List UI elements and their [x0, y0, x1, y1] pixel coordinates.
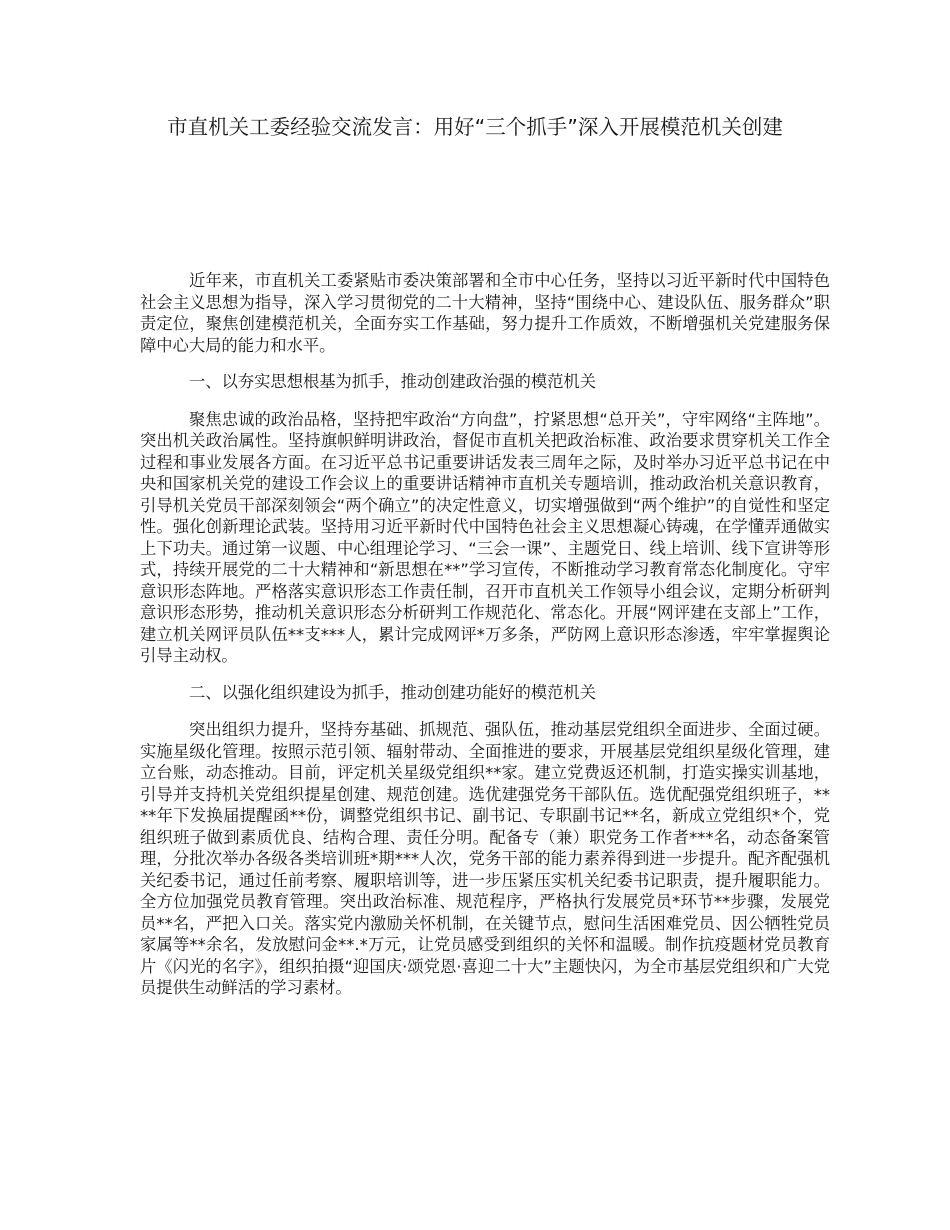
document-title: 市直机关工委经验交流发言：用好“三个抓手”深入开展模范机关创建: [167, 115, 783, 139]
intro-paragraph: 近年来，市直机关工委紧贴市委决策部署和全市中心任务，坚持以习近平新时代中国特色社会主义思想为指导，深入学习贯彻党的二十大精神，坚持“围绕中心、建设队伍、服务群众”职责定位，聚焦创建模范机关，全面夯实工作基础，努力提升工作质效，不断增强机关党建服务保障中心大局的能力和水平。: [140, 271, 830, 355]
section-body-2: 突出组织力提升，坚持夯基础、抓规范、强队伍，推动基层党组织全面进步、全面过硬。实施星级化管理。按照示范引领、辐射带动、全面推进的要求，开展基层党组织星级化管理，建立台账，动态推动。目前，评定机关星级党组织**家。建立党费返还机制，打造实操实训基地，引导并支持机关党组织提星创建、规范创建。选优建强党务干部队伍。选优配强党组织班子，****年下发换届提醒函**份，调整党组织书记、副书记、专职副书记**名，新成立党组织*个，党组织班子做到素质优良、结构合理、责任分明。配备专（兼）职党务工作者***名，动态备案管理，分批次举办各级各类培训班*期***人次，党务干部的能力素养得到进一步提升。配齐配强机关纪委书记，通过任前考察、履职培训等，进一步压紧压实机关纪委书记职责，提升履职能力。全方位加强党员教育管理。突出政治标准、规范程序，严格执行发展党员*环节**步骤，发展党员**名，严把入口关。落实党内激励关怀机制，在关键节点，慰问生活困难党员、因公牺牲党员家属等**余名，发放慰问金**.*万元，让党员感受到组织的关怀和温暖。制作抗疫题材党员教育片《闪光的名字》，组织拍摄“迎国庆·颂党恩·喜迎二十大”主题快闪，为全市基层党组织和广大党员提供生动鲜活的学习素材。: [140, 720, 830, 997]
section-body-1: 聚焦忠诚的政治品格，坚持把牢政治“方向盘”，拧紧思想“总开关”，守牢网络“主阵地”。突出机关政治属性。坚持旗帜鲜明讲政治，督促市直机关把政治标准、政治要求贯穿机关工作全过程和事业发展各方面。在习近平总书记重要讲话发表三周年之际，及时举办习近平总书记在中央和国家机关党的建设工作会议上的重要讲话精神市直机关专题培训，推动政治机关意识教育，引导机关党员干部深刻领会“两个确立”的决定性意义，切实增强做到“两个维护”的自觉性和坚定性。强化创新理论武装。坚持用习近平新时代中国特色社会主义思想凝心铸魂，在学懂弄通做实上下功夫。通过第一议题、中心组理论学习、“三会一课”、主题党日、线上培训、线下宣讲等形式，持续开展党的二十大精神和“新思想在**”学习宣传，不断推动学习教育常态化制度化。守牢意识形态阵地。严格落实意识形态工作责任制，召开市直机关工作领导小组会议，定期分析研判意识形态形势，推动机关意识形态分析研判工作规范化、常态化。开展“网评建在支部上”工作，建立机关网评员队伍**支***人，累计完成网评*万多条，严防网上意识形态渗透，牢牢掌握舆论引导主动权。: [140, 409, 830, 665]
section-heading-1: 一、以夯实思想根基为抓手，推动创建政治强的模范机关: [189, 372, 597, 391]
document-body: [140, 270, 830, 999]
section-heading-2: 二、以强化组织建设为抓手，推动创建功能好的模范机关: [189, 682, 597, 702]
